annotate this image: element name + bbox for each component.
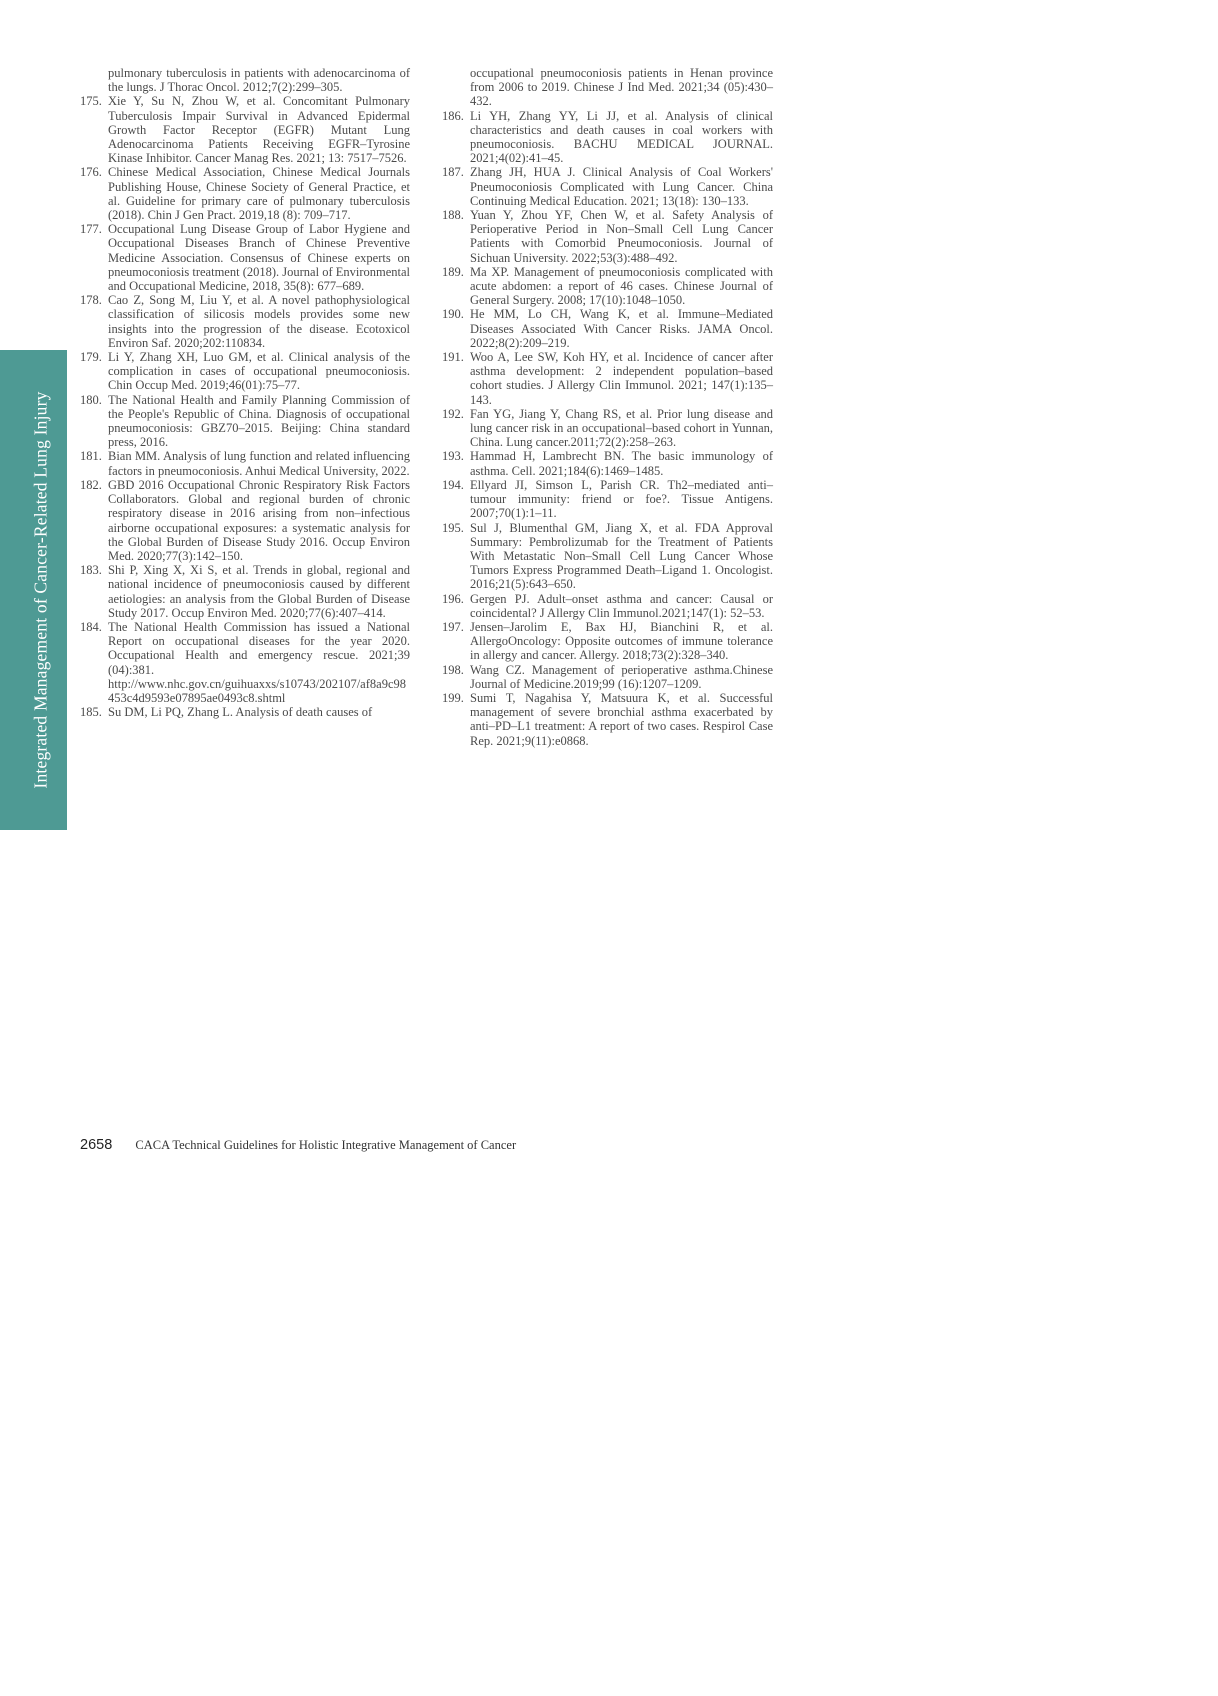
reference-text: Su DM, Li PQ, Zhang L. Analysis of death causes of (108, 705, 373, 720)
reference-text: Shi P, Xing X, Xi S, et al. Trends in global, regional and national incidence of pneumoconiosis caused by different aetiologies: an analysis from the Global Burden of Disease Study 2017. Occup Environ Med. 2020;77(6):407–414. (108, 563, 410, 620)
reference-text: Wang CZ. Management of perioperative asthma.Chinese Journal of Medicine.2019;99 (16):1207–1209. (470, 662, 773, 691)
reference-number: 185. (80, 705, 102, 720)
reference-entry (80, 449, 410, 477)
reference-number: 181. (80, 449, 102, 464)
reference-text: Gergen PJ. Adult–onset asthma and cancer: Causal or coincidental? J Allergy Clin Immunol.2021;147(1): 52–53. (470, 591, 773, 620)
reference-entry (80, 293, 410, 350)
reference-entry (442, 165, 773, 208)
references-left-column (80, 66, 410, 719)
reference-entry (442, 663, 773, 691)
reference-number: 183. (80, 563, 102, 578)
reference-entry (442, 449, 773, 477)
reference-number: 199. (442, 690, 464, 705)
reference-entry (442, 620, 773, 663)
reference-number: 187. (442, 165, 464, 180)
reference-entry (442, 350, 773, 407)
reference-number: 191. (442, 350, 464, 365)
side-tab-label: Integrated Management of Cancer-Related Lung Injury (30, 391, 51, 789)
reference-number: 194. (442, 477, 464, 492)
reference-entry (442, 109, 773, 166)
reference-text: Zhang JH, HUA J. Clinical Analysis of Coal Workers' Pneumoconiosis Complicated with Lung Cancer. China Continuing Medical Education. 2021; 13(18): 130–133. (470, 165, 773, 208)
reference-number: 188. (442, 208, 464, 223)
reference-text: occupational pneumoconiosis patients in Henan province from 2006 to 2019. Chinese J Ind Med. 2021;34 (05):430–432. (470, 66, 773, 109)
reference-entry (442, 478, 773, 521)
reference-number: 190. (442, 307, 464, 322)
reference-entry (442, 521, 773, 592)
reference-text: pulmonary tuberculosis in patients with adenocarcinoma of the lungs. J Thorac Oncol. 2012;7(2):299–305. (108, 66, 410, 95)
reference-number: 192. (442, 406, 464, 421)
page-number: 2658 (80, 1137, 113, 1153)
reference-number: 195. (442, 520, 464, 535)
reference-text: Sumi T, Nagahisa Y, Matsuura K, et al. Successful management of severe bronchial asthma exacerbated by anti–PD–L1 treatment: A report of two cases. Respirol Case Rep. 2021;9(11):e0868. (470, 690, 773, 748)
reference-entry (80, 478, 410, 563)
reference-text: Bian MM. Analysis of lung function and related influencing factors in pneumoconiosis. Anhui Medical University, 2022. (108, 449, 410, 478)
reference-text: Occupational Lung Disease Group of Labor Hygiene and Occupational Diseases Branch of Chinese Preventive Medicine Association. Consensus of Chinese experts on pneumoconiosis treatment (2018). Journal of Environmental and Occupational Medicine, 2018, 35(8): 677–689. (108, 222, 411, 294)
reference-entry (80, 393, 410, 450)
reference-text: Cao Z, Song M, Liu Y, et al. A novel pathophysiological classification of silicosis models provides some new insights into the progression of the disease. Ecotoxicol Environ Saf. 2020;202:110834. (108, 293, 410, 350)
reference-text: Ellyard JI, Simson L, Parish CR. Th2–mediated anti–tumour immunity: friend or foe?. Tissue Antigens. 2007;70(1):1–11. (470, 477, 773, 521)
reference-number: 189. (442, 264, 464, 279)
journal-title: CACA Technical Guidelines for Holistic Integrative Management of Cancer (135, 1138, 517, 1152)
reference-entry (80, 620, 410, 705)
reference-number: 180. (80, 392, 102, 407)
reference-entry (442, 407, 773, 450)
reference-entry (442, 66, 773, 109)
reference-entry (80, 94, 410, 165)
reference-number: 177. (80, 222, 102, 237)
reference-number: 175. (80, 94, 102, 109)
reference-text: Fan YG, Jiang Y, Chang RS, et al. Prior lung disease and lung cancer risk in an occupational–based cohort in Yunnan, China. Lung cancer.2011;72(2):258–263. (470, 406, 773, 450)
reference-entry (80, 222, 410, 293)
reference-entry (80, 165, 410, 222)
reference-text: Xie Y, Su N, Zhou W, et al. Concomitant Pulmonary Tuberculosis Impair Survival in Advanced Epidermal Growth Factor Receptor (EGFR) Mutant Lung Adenocarcinoma Patients Receiving EGFR–Tyrosine Kinase Inhibitor. Cancer Manag Res. 2021; 13: 7517–7526. (108, 94, 410, 166)
reference-text: The National Health Commission has issued a National Report on occupational diseases for the year 2020. Occupational Health and emergency rescue. 2021;39 (04):381. http://www.nhc.gov.cn/guihuaxxs/s10743/202107/af8a9c98453c4d9593e07895ae0493c8.shtml (108, 619, 410, 705)
references-right-column (442, 66, 773, 748)
reference-text: He MM, Lo CH, Wang K, et al. Immune–Mediated Diseases Associated With Cancer Risks. JAMA Oncol. 2022;8(2):209–219. (470, 307, 773, 350)
reference-entry (80, 66, 410, 94)
reference-number: 186. (442, 108, 464, 123)
reference-number: 198. (442, 662, 464, 677)
reference-entry (442, 265, 773, 308)
reference-text: Li Y, Zhang XH, Luo GM, et al. Clinical analysis of the complication in cases of occupational pneumoconiosis. Chin Occup Med. 2019;46(01):75–77. (108, 350, 410, 393)
reference-number: 197. (442, 619, 464, 634)
reference-entry (80, 563, 410, 620)
reference-entry (442, 592, 773, 620)
reference-number: 178. (80, 293, 102, 308)
reference-text: GBD 2016 Occupational Chronic Respiratory Risk Factors Collaborators. Global and regional burden of chronic respiratory disease in 2016 arising from non–infectious airborne occupational exposures: a systematic analysis for the Global Burden of Disease Study 2016. Occup Environ Med. 2020;77(3):142–150. (108, 477, 410, 563)
reference-number: 196. (442, 591, 464, 606)
reference-text: Sul J, Blumenthal GM, Jiang X, et al. FDA Approval Summary: Pembrolizumab for the Treatment of Patients With Metastatic Non–Small Cell Lung Cancer Whose Tumors Express Programmed Death–Ligand 1. Oncologist. 2016;21(5):643–650. (470, 520, 773, 592)
page-footer (80, 1137, 516, 1153)
reference-text: Hammad H, Lambrecht BN. The basic immunology of asthma. Cell. 2021;184(6):1469–1485. (470, 449, 773, 478)
reference-text: Yuan Y, Zhou YF, Chen W, et al. Safety Analysis of Perioperative Period in Non–Small Cell Lung Cancer Patients with Comorbid Pneumoconiosis. Journal of Sichuan University. 2022;53(3):488–492. (470, 208, 773, 265)
reference-text: Jensen–Jarolim E, Bax HJ, Bianchini R, et al. AllergoOncology: Opposite outcomes of immune tolerance in allergy and cancer. Allergy. 2018;73(2):328–340. (470, 619, 773, 663)
reference-entry (80, 350, 410, 393)
reference-entry (442, 307, 773, 350)
reference-number: 179. (80, 350, 102, 365)
reference-text: Ma XP. Management of pneumoconiosis complicated with acute abdomen: a report of 46 cases. Chinese Journal of General Surgery. 2008; 17(10):1048–1050. (470, 264, 773, 308)
reference-number: 176. (80, 165, 102, 180)
reference-number: 193. (442, 449, 464, 464)
reference-text: The National Health and Family Planning Commission of the People's Republic of China. Diagnosis of occupational pneumoconiosis: GBZ70–2015. Beijing: China standard press, 2016. (108, 392, 410, 450)
reference-text: Li YH, Zhang YY, Li JJ, et al. Analysis of clinical characteristics and death causes in coal workers with pneumoconiosis. BACHU MEDICAL JOURNAL. 2021;4(02):41–45. (470, 108, 773, 166)
reference-entry (80, 705, 410, 719)
reference-entry (442, 208, 773, 265)
reference-number: 182. (80, 477, 102, 492)
reference-text: Woo A, Lee SW, Koh HY, et al. Incidence of cancer after asthma development: 2 independent population–based cohort studies. J Allergy Clin Immunol. 2021; 147(1):135–143. (470, 350, 773, 407)
reference-entry (442, 691, 773, 748)
reference-number: 184. (80, 619, 102, 634)
reference-text: Chinese Medical Association, Chinese Medical Journals Publishing House, Chinese Society of General Practice, et al. Guideline for primary care of pulmonary tuberculosis (2018). Chin J Gen Pract. 2019,18 (8): 709–717. (108, 165, 410, 223)
